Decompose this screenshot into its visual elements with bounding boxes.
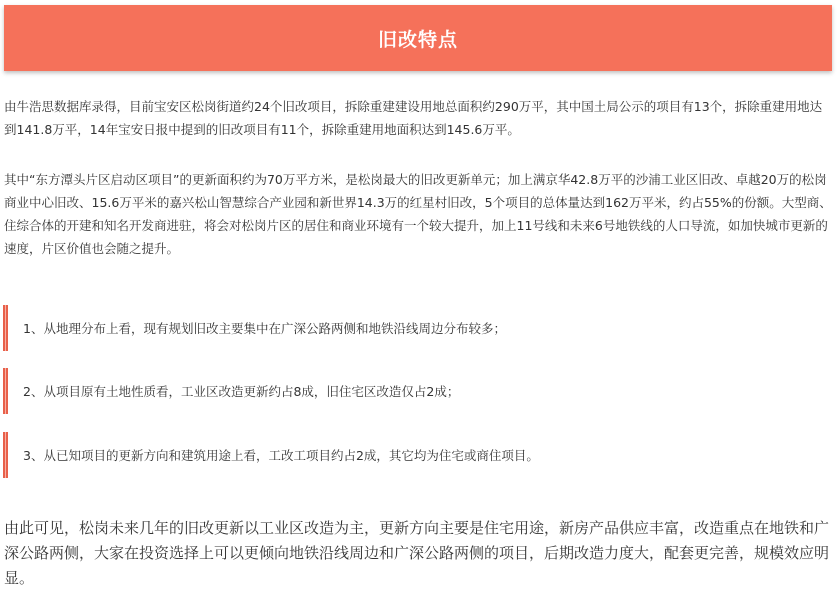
callout-item	[3, 305, 833, 351]
conclusion-paragraph: 由此可见，松岗未来几年的旧改更新以工业区改造为主，更新方向主要是住宅用途，新房产品供应丰富，改造重点在地铁和广深公路两侧，大家在投资选择上可以更倾向地铁沿线周边和广深公路两侧的项目，后期改造力度大，配套更完善，规模效应明显。	[4, 519, 830, 587]
callout-accent-bar	[3, 432, 8, 478]
intro-paragraph: 由牛浩思数据库录得，目前宝安区松岗街道约24个旧改项目，拆除重建建设用地总面积约290万平，其中国土局公示的项目有13个，拆除重建用地达到141.8万平，14年宝安日报中提到的旧改项目有11个，拆除重建用地面积达到145.6万平。	[4, 99, 823, 137]
callout-text: 2、从项目原有土地性质看，工业区改造更新约占8成，旧住宅区改造仅占2成；	[23, 384, 460, 399]
callout-item	[3, 432, 833, 478]
detail-paragraph: 其中“东方潭头片区启动区项目”的更新面积约为70万平方米，是松岗最大的旧改更新单元；加上满京华42.8万平的沙浦工业区旧改、卓越20万的松岗商业中心旧改、15.6万平米的嘉兴松山智慧综合产业园和新世界14.3万的红星村旧改，5个项目的总体量达到162万平米，约占55%的份额。大型商、住综合体的开建和知名开发商进驻，将会对松岗片区的居住和商业环境有一个较大提升，加上11号线和未来6号地铁线的人口导流，如加快城市更新的速度，片区价值也会随之提升。	[4, 172, 832, 256]
callout-text: 3、从已知项目的更新方向和建筑用途上看，工改工项目约占2成，其它均为住宅或商住项目。	[23, 448, 539, 463]
callout-accent-bar	[3, 305, 8, 351]
callout-item	[3, 368, 833, 414]
section-title: 旧改特点	[377, 28, 458, 51]
callout-accent-bar	[3, 368, 8, 414]
section-header-banner	[4, 5, 832, 71]
callout-text: 1、从地理分布上看，现有规划旧改主要集中在广深公路两侧和地铁沿线周边分布较多；	[23, 321, 506, 336]
